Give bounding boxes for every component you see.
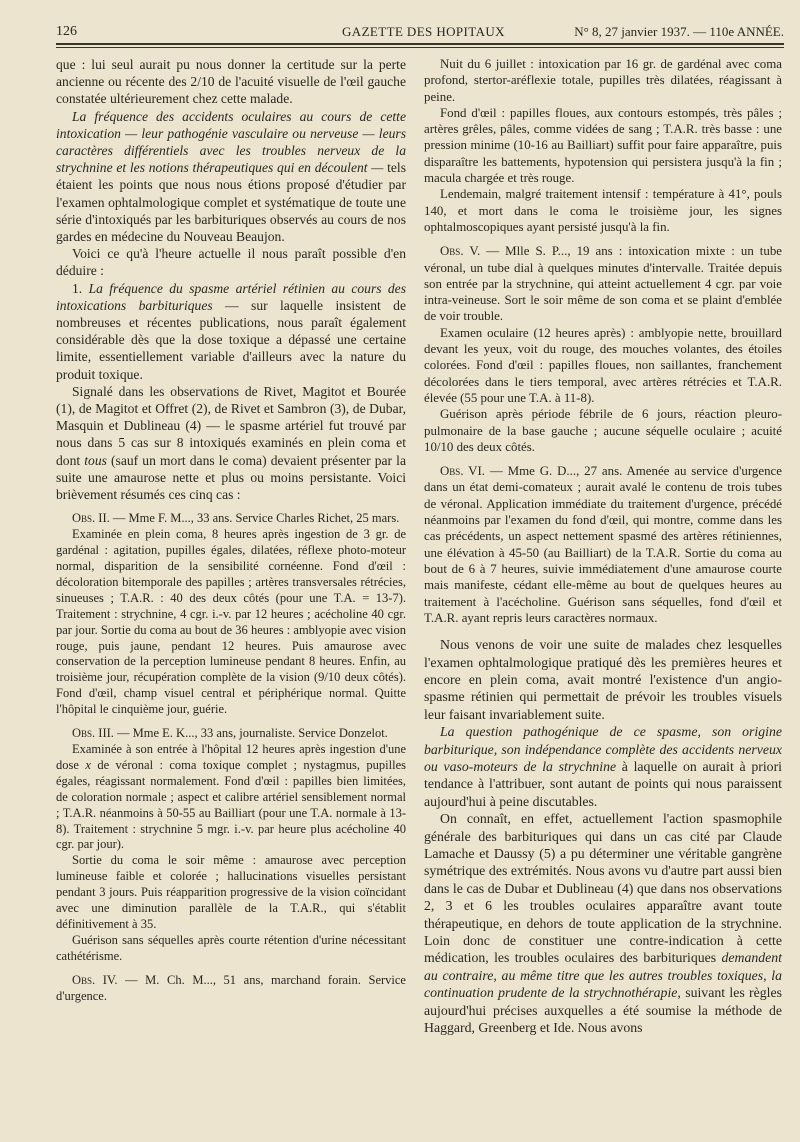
italic-text: La fréquence du spasme artériel rétinien au cours des intoxications barbituriques — [56, 280, 407, 313]
page-header — [56, 20, 784, 44]
italic-text: demandent au contraire, au même titre que les autres troubles toxiques, la continuation prudente de la strychnothérapie — [424, 950, 782, 1001]
text: — Mme E. K..., 33 ans, journaliste. Service Donzelot. — [113, 726, 388, 741]
paragraph: Lendemain, malgré traitement intensif : température à 41°, pouls 140, et mort dans le coma le troisième jour, les signes ophtalmoscopiques ayant persisté jusqu'à la fin. — [424, 187, 782, 234]
paragraph — [56, 280, 406, 383]
left-column — [56, 56, 406, 1004]
observation-label: Obs. V. — [440, 244, 481, 259]
paragraph: Sortie du coma le soir même : amaurose avec perception lumineuse faible et colorée ; hallucinations visuelles persistant pendant 3 jours. Puis réapparition progressive de la vision coïncidant avec une diminution parallèle de la T.A.R., qui s'établit définitivement à 35. — [56, 853, 406, 931]
text: 1. — [72, 280, 89, 296]
text: — Mme F. M..., 33 ans. Service Charles Richet, 25 mars. — [109, 511, 400, 526]
text: Signalé dans les observations de Rivet, Magitot et Bourée (1), de Magitot et Offret (2), de Rivet et Sambron (3), de Dubar, Masquin et Dublineau (4) — le spasme artériel fut trouvé par nous dans 5 cas sur 8 intoxiqués examinés en plein coma et dont — [56, 383, 406, 468]
observation-6 — [424, 463, 782, 626]
observation-heading — [56, 726, 406, 742]
italic-text: tous — [84, 452, 107, 468]
header-rule-thin — [56, 47, 784, 48]
paragraph — [424, 723, 782, 810]
right-column — [424, 56, 782, 1036]
observation-label: Obs. IV. — [72, 972, 118, 987]
observation-label: Obs. II. — [72, 511, 110, 526]
text: — sur laquelle insistent de nombreuses et récentes publications, nous paraît également considérable dès que la dose toxique a dépassé une certaine limite, essentiellement variable d'ailleurs avec la nature du produit toxique. — [56, 297, 406, 382]
text: à laquelle on aurait à priori tendance à l'attribuer, sont autant de points qui nous paraissent aujourd'hui à peine discutables. — [424, 758, 782, 809]
issue-info: N° 8, 27 janvier 1937. — 110e ANNÉE. — [574, 24, 784, 39]
page-number: 126 — [56, 24, 77, 39]
observation-3 — [56, 726, 406, 965]
italic-text: La fréquence des accidents oculaires au cours de cette intoxication — leur pathogénie vasculaire ou nerveuse — leurs caractères différentiels avec les troubles nerveux de la strychnine et les notions thérapeutiques qui en découlent — — [56, 108, 406, 176]
text: Examinée à son entrée à l'hôpital 12 heures après ingestion d'une dose — [56, 741, 406, 772]
observation-4 — [56, 973, 406, 1005]
text: , suivant les règles aujourd'hui précises auxquelles a été soumise la méthode de Haggard, Greenberg et Ide. Nous avons — [424, 985, 782, 1036]
text: — M. Ch. M..., 51 ans, marchand forain. Service d'urgence. — [56, 972, 406, 1003]
observation-heading — [56, 511, 406, 527]
text: — Mme G. D..., 27 ans. Amenée au service d'urgence dans un état demi-comateux ; aurait avalé le contenu de trois tubes de véronal. Application immédiate du traitement d'urgence, précédé néanmoins par l'examen du fond d'œil, qui montre, comme dans les cas précédents, un aspect nettement spasmé des artères rétiniennes, une élévation à 45-50 (au Bailliart) de la T.A.R. Sortie du coma au bout de 6 à 7 heures, suivie immédiatement d'une amaurose courte mais manifeste, cédant elle-même au bout de quelques heures au traitement à l'acécholine. Guérison sans séquelles, fond d'œil et T.A.R. ayant repris leurs caractères normaux. — [424, 464, 782, 625]
journal-title: GAZETTE DES HOPITAUX — [342, 24, 505, 39]
paragraph — [424, 810, 782, 1036]
observation-5 — [424, 243, 782, 324]
observation-2 — [56, 511, 406, 718]
paragraph — [56, 383, 406, 503]
paragraph — [56, 108, 406, 246]
paragraph: Guérison sans séquelles après courte rétention d'urine nécessitant cathétérisme. — [56, 932, 406, 963]
paragraph: Voici ce qu'à l'heure actuelle il nous paraît possible d'en déduire : — [56, 246, 406, 279]
text: de véronal : coma toxique complet ; nystagmus, pupilles égales, réagissant normalement. Fond d'œil : papilles bien limitées, de coloration normale ; aspect et calibre artériel sensiblement normal ; T.A.R. néanmoins à 50-55 au Bailliart (pour une T.A. normale à 13-8). Traitement : strychnine 5 mgr. i.-v. par heure plus acécholine 40 cgr. par jour). — [56, 757, 406, 852]
paragraph: Nous venons de voir une suite de malades chez lesquelles l'examen ophtalmologique pratiqué dès les premières heures et encore en plein coma, avait montré l'existence d'un angio-spasme rétinien qui permettait de prévoir les troubles visuels leur faisant invariablement suite. — [424, 637, 782, 722]
paragraph: Examen oculaire (12 heures après) : amblyopie nette, brouillard devant les yeux, voit du rouge, des mouches volantes, des étoiles colorées. Fond d'œil : papilles floues, non saillantes, franchement décolorées dans le tiers temporal, avec artères rétrécies et T.A.R. élevée (55 pour une T.A. à 11-8). — [424, 325, 782, 405]
text: On connaît, en effet, actuellement l'action spasmophile générale des barbituriques qui dans un cas cité par Claude Lamache et Daussy (5) a pu déterminer une véritable gangrène symétrique des extrémités. Nous avons vu d'autre part aussi bien dans le cas de Dubar et Dublineau (4) que dans nos observations 2, 3 et 6 les troubles oculaires apparaître avant toute thérapeutique, en dehors de toute application de la strychnine. Loin donc de constituer une contre-indication à cette médication, les troubles oculaires des barbituriques — [424, 811, 782, 966]
observation-heading — [56, 973, 406, 1005]
italic-text: La question pathogénique de ce spasme, son origine barbiturique, son indépendance complète des accidents nerveux ou vaso-moteurs de la strychnine — [424, 724, 782, 774]
paragraph: Guérison après période fébrile de 6 jours, réaction pleuro-pulmonaire de la base gauche ; aucune séquelle oculaire ; acuité 10/10 des deux côtés. — [424, 407, 782, 454]
paragraph: Nuit du 6 juillet : intoxication par 16 gr. de gardénal avec coma profond, stertor-aréflexie totale, pupilles très dilatées, réagissant à peine. — [424, 57, 782, 104]
paragraph — [56, 742, 406, 853]
text: — Mlle S. P..., 19 ans : intoxication mixte : un tube véronal, un tube dial à quelques minutes d'intervalle. Traitée depuis son entrée par la strychnine, qui atteint actuellement 4 cgr. par voie intra-veineuse. Sort le soir même de son coma et se plaint d'emblée de voir trouble. — [424, 244, 782, 324]
discussion — [424, 636, 782, 1036]
paragraph: Fond d'œil : papilles floues, aux contours estompés, très pâles ; artères grêles, pâles, comme vidées de sang ; T.A.R. très basse : une pression minime (10-16 au Bailliart) suffit pour faire apparaître, puis disparaître les battements, hypotension qui persistera jusqu'à la fin ; macula chargée et très rouge. — [424, 105, 782, 186]
observation-label: Obs. VI. — [440, 464, 485, 479]
paragraph: Examinée en plein coma, 8 heures après ingestion de 3 gr. de gardénal : agitation, pupilles égales, dilatées, réflexe photo-moteur normal, disparition de la sensibilité cornéenne. Fond d'œil : décoloration bitemporale des papilles ; artères transversales rétrécies, sinueuses ; T.A.R. : 40 des deux côtés (pour une T.A. = 13-7). Traitement : strychnine, 4 cgr. i.-v. par 12 heures ; acécholine 40 cgr. par jour. Sortie du coma au bout de 36 heures : amblyopie avec vision rouge, puis jaune, pendant 12 heures. Puis amaurose avec conservation de la perception lumineuse pendant 8 heures. Enfin, au troisième jour, récupération complète de la vision (9/10 deux côtés). Fond d'œil, champ visuel central et périphérique normal. Quitte l'hôpital le cinquième jour, guérie. — [56, 527, 406, 717]
text: tels étaient les points que nous nous étions proposé d'étudier par l'examen ophtalmologique complet et systématique de toute une série d'intoxiqués par les barbituriques observés au cours de nos gardes en médecine du Nouveau Beaujon. — [56, 160, 406, 245]
header-rule — [56, 43, 784, 45]
text: (sauf un mort dans le coma) devaient présenter par la suite une amaurose nette et plus ou moins persistante. Voici brièvement résumés ces cinq cas : — [56, 452, 406, 503]
paragraph: que : lui seul aurait pu nous donner la certitude sur la perte ancienne ou récente des 2/10 de l'acuité visuelle de l'œil gauche constatée ultérieurement chez cette malade. — [56, 57, 406, 107]
italic-text: x — [85, 757, 91, 772]
observation-label: Obs. III. — [72, 726, 114, 741]
